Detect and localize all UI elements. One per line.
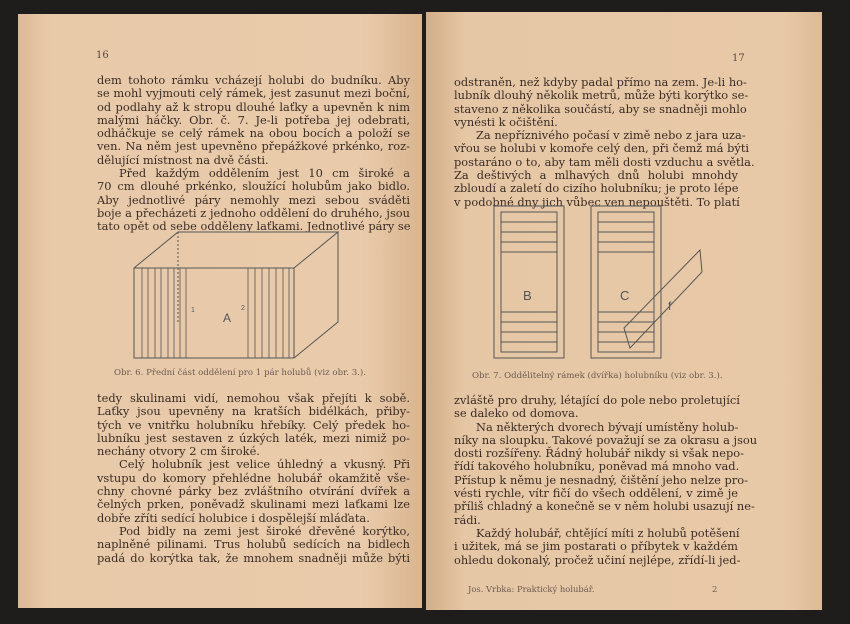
text-line: od podlahy až k stropu dlouhé laťky a upevněn k nim xyxy=(97,99,410,114)
text-line: níky na sloupku. Takové považují se za okrasu a jsou xyxy=(454,432,758,447)
text-line: ohledu dokonalý, pročež učiní nejlépe, zřídí-li jed- xyxy=(454,552,741,567)
text-line: Aby jednotlivé páry nemohly mezi sebou sváděti xyxy=(97,192,410,207)
text-line: i užitek, má se jim postarati o příbytek v každém xyxy=(454,539,738,554)
paragraph xyxy=(97,458,410,524)
text-line: vstupu do komory přehlédne holubář okamžitě vše- xyxy=(97,470,410,485)
text-line: staveno z několika součástí, aby se snadněji mohlo xyxy=(454,101,747,116)
paragraph xyxy=(97,525,410,565)
footer-signature-mark: 2 xyxy=(712,584,718,594)
text-line: naplněné pilinami. Trus holubů sedících na bidlech xyxy=(97,537,410,552)
text-line: malými háčky. Obr. č. 7. Je-li potřeba jej odebrati, xyxy=(97,112,410,127)
text-line: vésti rychle, vítr fičí do všech oddělení, v zimě je xyxy=(454,486,738,501)
text-line: vynésti k očištění. xyxy=(454,114,558,129)
figure-6-drawing xyxy=(128,226,358,366)
figure-label-f: f xyxy=(668,299,672,313)
footer-author-title: Jos. Vrbka: Praktický holubář. xyxy=(468,584,595,594)
text-line: zbloudí a zaletí do cizího holubníku; je proto lépe xyxy=(454,181,739,196)
text-line: v podobné dny jich vůbec ven nepouštěti. To platí xyxy=(454,194,740,209)
text-block-top xyxy=(97,74,410,234)
text-block-bottom xyxy=(454,393,758,567)
text-line: Každý holubář, chtějící míti z holubů potěšení xyxy=(476,525,740,540)
text-line: rádi. xyxy=(454,512,481,527)
text-line: odstraněn, než kdyby padal přímo na zem. Je-li ho- xyxy=(454,75,747,89)
text-line: vřou se holubi v komoře celý den, při čemž má býti xyxy=(454,141,750,156)
paragraph xyxy=(97,74,410,167)
text-line: dělující místnost na dvě části. xyxy=(97,152,269,167)
figure-label-1: 1 xyxy=(191,307,195,314)
page-number: 17 xyxy=(732,53,745,64)
text-line: odháčkuje se celý rámek na obou bocích a položí se xyxy=(97,126,410,141)
text-line: ven. Na něm jest upevněno přepážkové prkénko, roz- xyxy=(97,139,410,154)
text-line: dobře zříti sedící holubice i dospělejší mláďata. xyxy=(97,510,370,525)
figure-7-caption: Obr. 7. Oddělitelný rámek (dvířka) holubníku (viz obr. 3.). xyxy=(472,371,723,381)
text-line: řídí takového holubníku, poněvad má mnoho vad. xyxy=(454,459,740,474)
text-block-bottom xyxy=(97,392,410,565)
text-line: Laťky jsou upevněny na kratších bidélkách, přiby- xyxy=(97,404,410,419)
text-line: Na některých dvorech bývají umístěny holub- xyxy=(476,419,739,434)
paragraph xyxy=(454,394,738,421)
page-number: 16 xyxy=(96,50,109,61)
text-line: Za deštivých a mlhavých dnů holubi mnohdy xyxy=(454,168,738,183)
paragraph xyxy=(97,167,410,233)
text-line: tedy skulinami vidí, nemohou však přejíti k sobě. xyxy=(97,391,410,405)
paragraph xyxy=(454,419,758,527)
paragraph xyxy=(454,128,755,209)
text-line: příliš chladný a konečně se v něm holubi usazují ne- xyxy=(454,499,755,514)
text-line: tato opět od sebe odděleny laťkami. Jednotlivé páry se xyxy=(97,219,411,234)
text-line: chny chovné párky bez zvláštního otvírání dvířek a xyxy=(97,484,410,499)
text-line: Před každým oddělením jest 10 cm široké a xyxy=(119,166,410,181)
text-line: lubníku jest sestaven z úzkých laték, mezi nimiž po- xyxy=(97,430,410,445)
text-line: Za nepříznivého počasí v zimě nebo z jara uza- xyxy=(476,128,746,143)
paragraph xyxy=(454,75,749,129)
right-page xyxy=(426,12,822,610)
text-line: zvláště pro druhy, létající do pole nebo proletující xyxy=(454,393,740,407)
paragraph xyxy=(454,525,741,567)
text-line: Přístup k němu je nesnadný, čištění jeho nelze pro- xyxy=(454,472,748,487)
text-line: Pod bidly na zemi jest široké dřevěné korýtko, xyxy=(119,523,410,538)
paragraph xyxy=(97,392,410,458)
text-line: tých ve vnitřku holubníku hřebíky. Celý předek ho- xyxy=(97,417,410,432)
text-line: Celý holubník jest velice úhledný a vkusný. Při xyxy=(119,457,410,472)
text-line: lubník dlouhý několik metrů, může býti korýtko se- xyxy=(454,88,749,103)
text-line: se mohl vyjmouti celý rámek, jest zasunut mezi boční, xyxy=(97,86,410,101)
text-line: boje a přecházeti z jednoho oddělení do druhého, jsou xyxy=(97,205,410,220)
figure-label-c: C xyxy=(620,288,630,303)
figure-label-b: B xyxy=(523,288,532,303)
text-line: dem tohoto rámku vcházejí holubi do budníku. Aby xyxy=(97,73,410,87)
figure-label-a: A xyxy=(223,311,232,325)
text-line: se daleko od domova. xyxy=(454,406,579,421)
left-page xyxy=(18,14,422,608)
text-line: padá do korýtka tak, že mnohem snadněji může býti xyxy=(97,550,410,565)
text-line: 70 cm dlouhé prkénko, sloužící holubům jako bidlo. xyxy=(97,179,410,194)
text-line: postaráno o to, aby tam měli dosti vzduchu a světla. xyxy=(454,154,755,169)
figure-6-caption: Obr. 6. Přední část oddělení pro 1 pár holubů (viz obr. 3.). xyxy=(114,368,366,378)
figure-7-drawing xyxy=(490,202,710,362)
figure-label-2: 2 xyxy=(241,305,245,312)
text-block-top xyxy=(454,75,755,209)
text-line: nechány otvory 2 cm široké. xyxy=(97,444,260,459)
text-line: dosti rozšířeny. Řádný holubář nikdy si však nepo- xyxy=(454,446,744,461)
text-line: čelných prken, poněvadž skulinami mezi laťkami lze xyxy=(97,497,410,512)
